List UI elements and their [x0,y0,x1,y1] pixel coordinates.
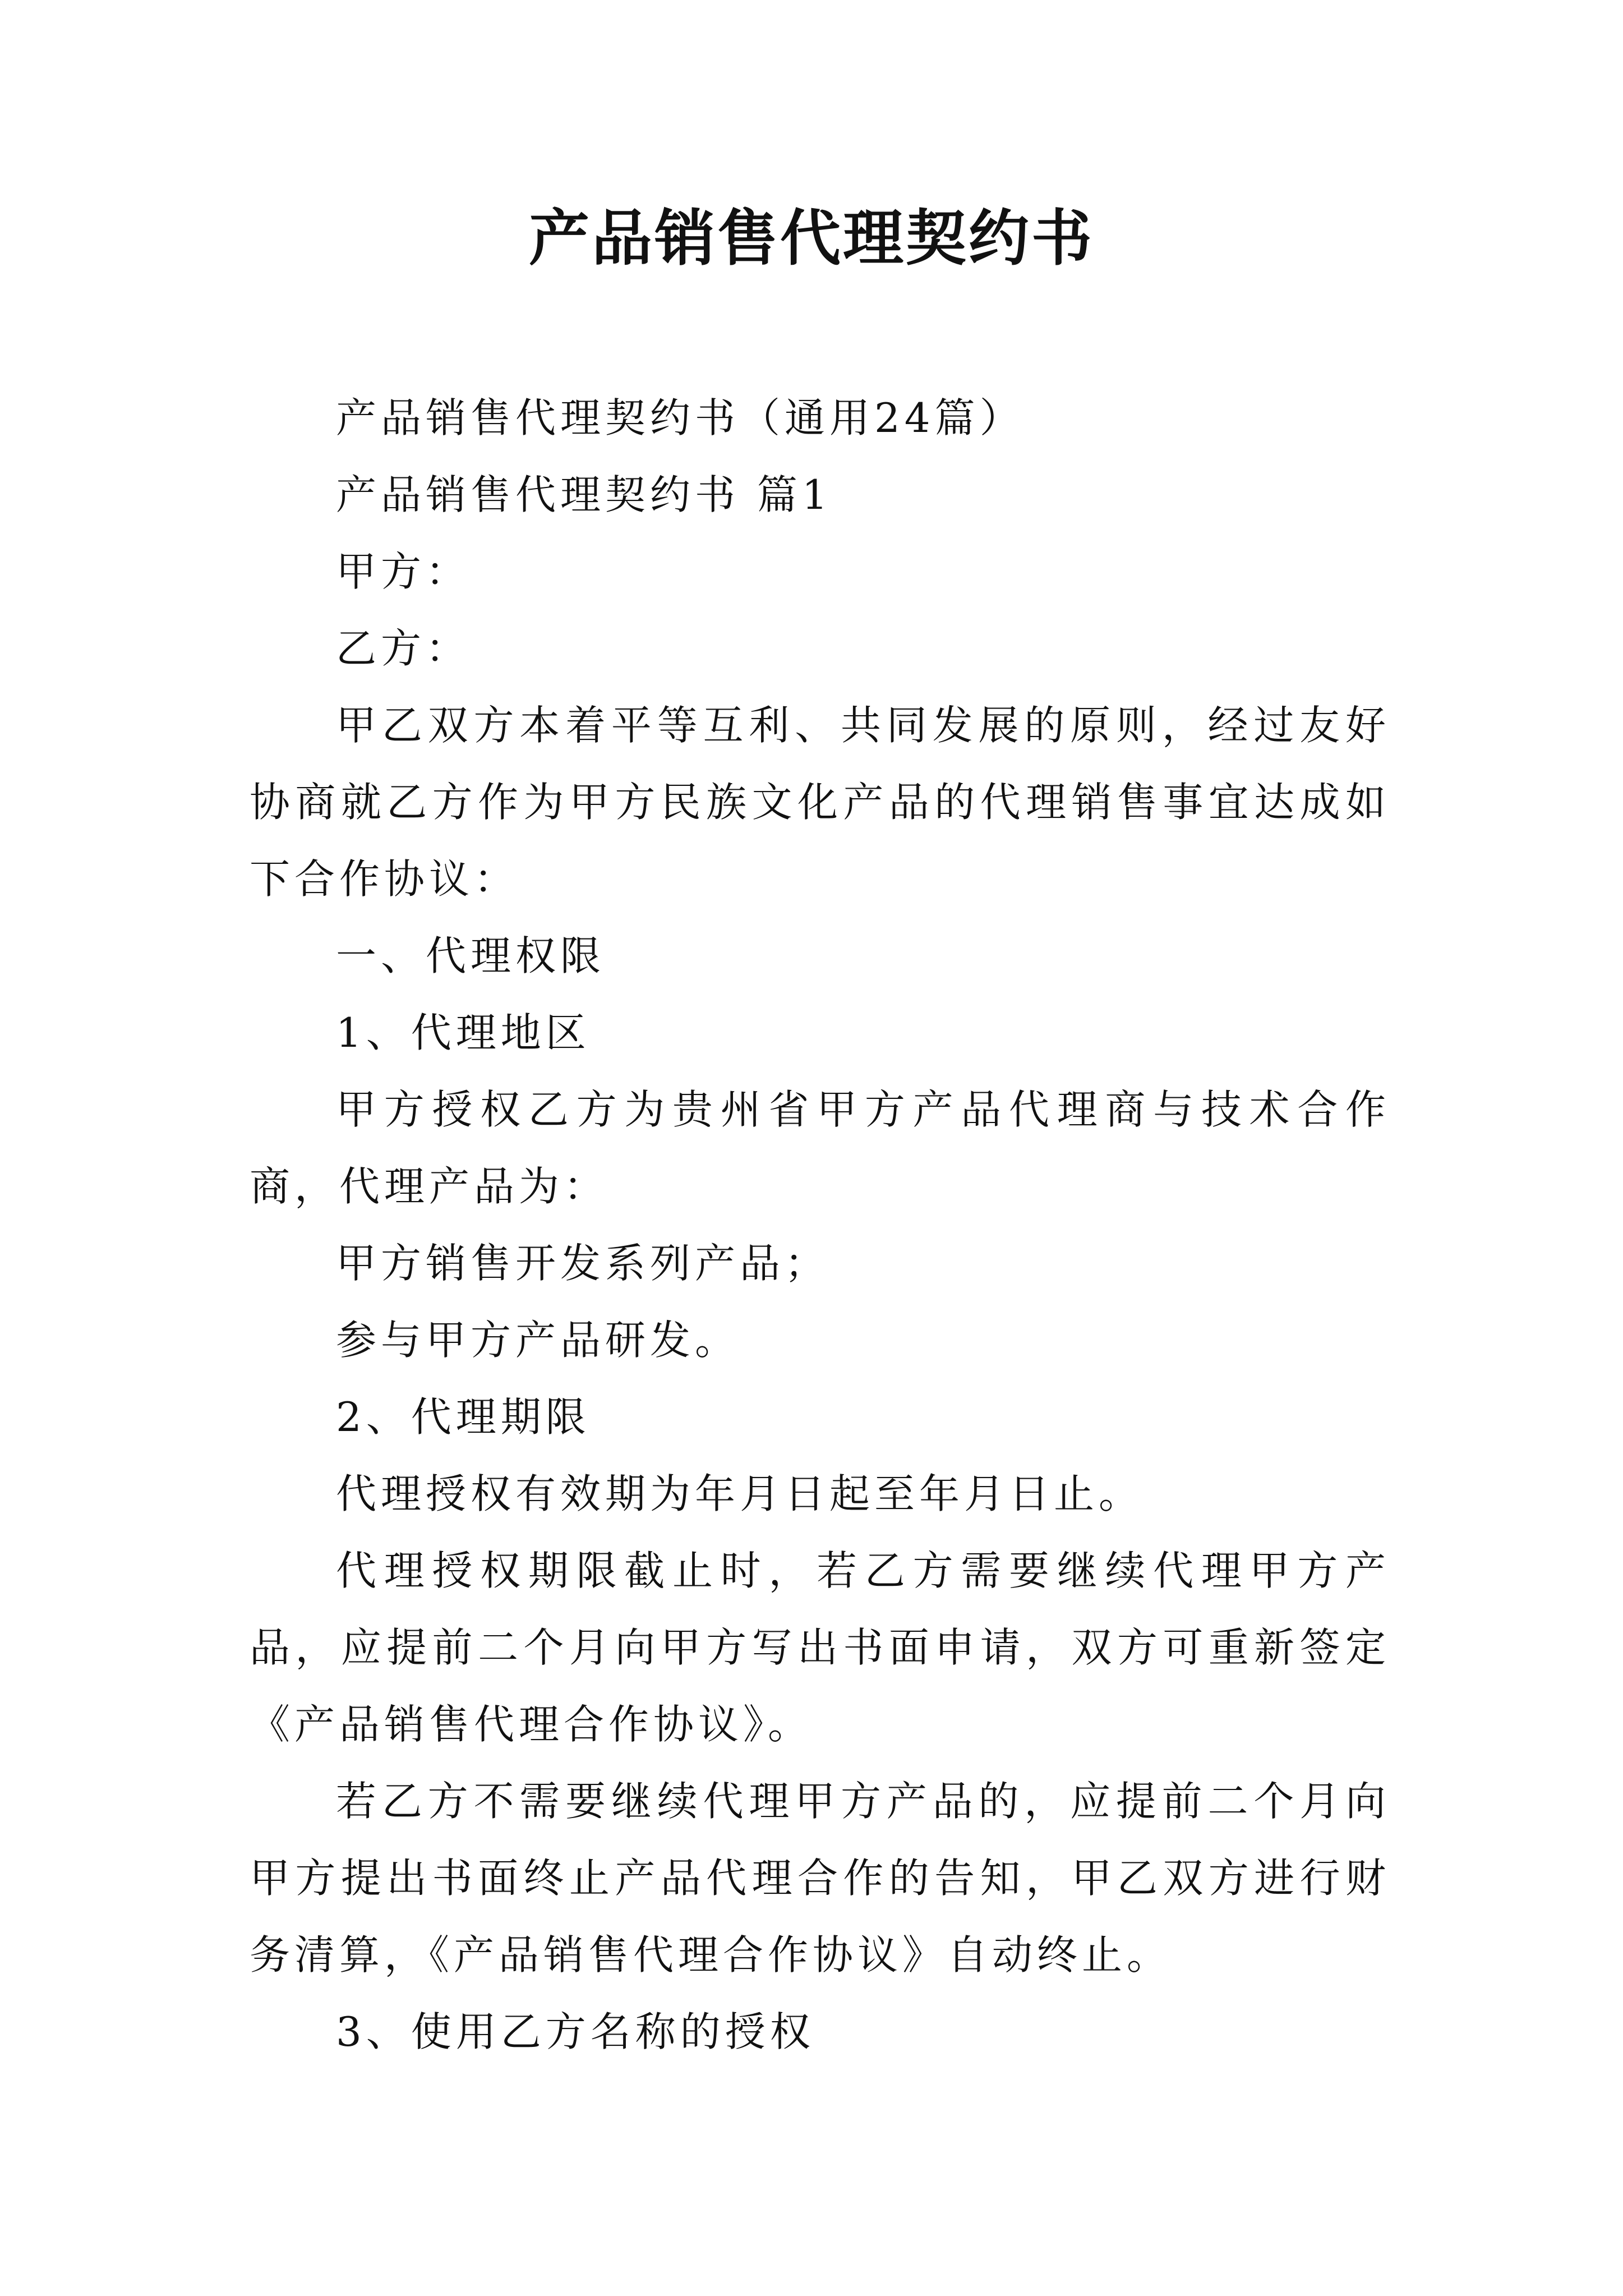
document-title: 产品销售代理契约书 [528,203,1094,274]
paragraph: 3、使用乙方名称的授权 [336,2008,815,2055]
paragraph: 甲方销售开发系列产品； [336,1240,830,1287]
paragraph: 乙方： [336,625,471,672]
paragraph: 若乙方不需要继续代理甲方产品的，应提前二个月向甲方提出书面终止产品代理合作的告知，甲乙双方进行财务清算，《产品销售代理合作协议》自动终止。 [250,1778,1390,1978]
paragraph: 参与甲方产品研发。 [336,1317,740,1364]
paragraph: 2、代理期限 [336,1393,591,1441]
paragraph: 代理授权期限截止时，若乙方需要继续代理甲方产品，应提前二个月向甲方写出书面申请，双方可重新签定《产品销售代理合作协议》。 [250,1547,1390,1748]
paragraph: 甲乙双方本着平等互利、共同发展的原则，经过友好协商就乙方作为甲方民族文化产品的代理销售事宜达成如下合作协议： [250,702,1390,903]
paragraph: 甲方： [336,548,471,595]
paragraph: 一、代理权限 [336,932,606,979]
paragraph: 代理授权有效期为年月日起至年月日止。 [336,1470,1144,1517]
paragraph: 产品销售代理契约书（通用24篇） [336,394,1025,441]
paragraph: 产品销售代理契约书 篇1 [336,471,832,518]
paragraph: 1、代理地区 [336,1009,591,1056]
paragraph: 甲方授权乙方为贵州省甲方产品代理商与技术合作商，代理产品为： [250,1086,1390,1210]
